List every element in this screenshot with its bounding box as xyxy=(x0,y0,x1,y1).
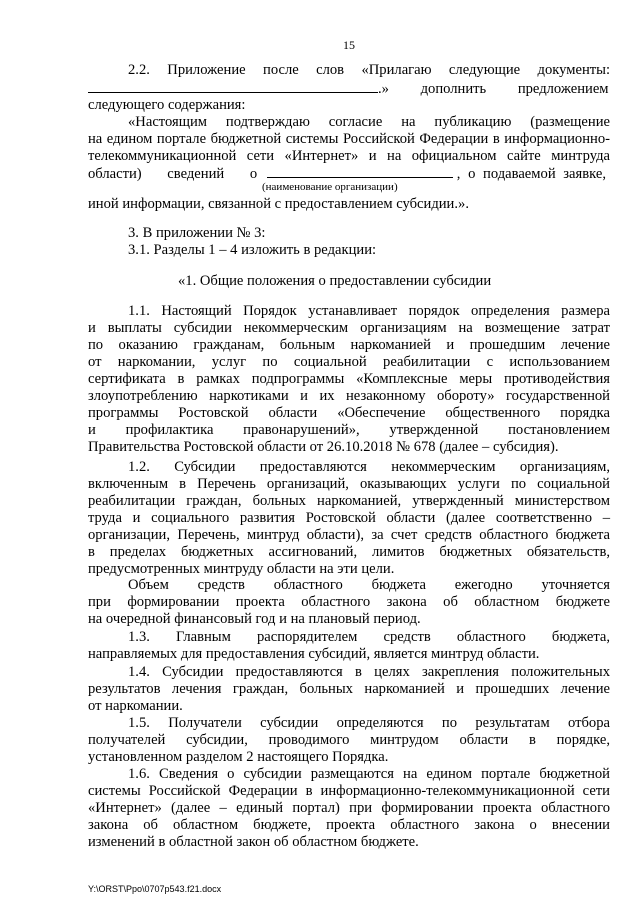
text-line: реабилитации граждан, больных наркоманией, утвержденный министерством xyxy=(88,493,610,509)
field-caption: (наименование организации) xyxy=(262,181,398,193)
text-line: 3.1. Разделы 1 – 4 изложить в редакции: xyxy=(128,242,377,258)
file-path-footer: Y:\ORST\Ppo\0707p543.f21.docx xyxy=(88,884,222,894)
paragraph-first-line: Объем средств областного бюджета ежегодно уточняется xyxy=(128,577,610,593)
blank-underline xyxy=(88,80,378,93)
blank-underline xyxy=(267,165,453,178)
text-line: от наркомании. xyxy=(88,698,183,714)
text-line: получателей субсидии, проводимого минтрудом области в порядке, xyxy=(88,732,610,748)
paragraph-first-line: 1.6. Сведения о субсидии размещаются на едином портале бюджетной xyxy=(128,766,610,782)
text-line: от наркомании, услуг по социальной реабилитации с использованием xyxy=(88,354,610,370)
text-line: системы Российской Федерации в информационно-телекоммуникационной сети xyxy=(88,783,610,799)
section-heading: 3. В приложении № 3: xyxy=(128,225,266,241)
page-number: 15 xyxy=(343,38,355,52)
text-line: направляемых для предоставления субсидий, является минтруд области. xyxy=(88,646,540,662)
text-fragment: .» дополнить предложением xyxy=(378,81,609,97)
text-line: 2.2. Приложение после слов «Прилагаю следующие документы: xyxy=(128,62,610,78)
text-line: на едином портале бюджетной системы Российской Федерации в информационно- xyxy=(88,131,610,147)
text-line: организации, Перечень, минтруд области), за счет средств областного бюджета xyxy=(88,527,610,543)
text-line: «Интернет» (далее – единый портал) при формировании проекта областного xyxy=(88,800,610,816)
text-line: изменений в областной закон об областном бюджете. xyxy=(88,834,419,850)
text-line: сертификата в рамках подпрограммы «Комплексные меры противодействия xyxy=(88,371,610,387)
paragraph-first-line: 1.1. Настоящий Порядок устанавливает порядок определения размера xyxy=(128,303,610,319)
text-line: злоупотреблению наркотиками и их незаконному обороту» государственной xyxy=(88,388,610,404)
section-title: «1. Общие положения о предоставлении субсидии xyxy=(178,273,492,289)
text-line: Правительства Ростовской области от 26.10.2018 № 678 (далее – субсидия). xyxy=(88,439,559,455)
paragraph-first-line: 1.5. Получатели субсидии определяются по результатам отбора xyxy=(128,715,610,731)
text-line: труда и социального развития Ростовской области (далее соответственно – xyxy=(88,510,610,526)
text-line: при формировании проекта областного закона об областном бюджете xyxy=(88,594,610,610)
text-line: телекоммуникационной сети «Интернет» и на официальном сайте минтруда xyxy=(88,148,610,164)
text-line: и профилактика правонарушений», утвержденной постановлением xyxy=(88,422,610,438)
text-line xyxy=(88,165,610,182)
text-line: в пределах бюджетных ассигнований, лимитов бюджетных обязательств, xyxy=(88,544,610,560)
text-line: по оказанию гражданам, больным наркоманией и прошедшим лечение xyxy=(88,337,610,353)
text-line: предусмотренных минтруду области на эти цели. xyxy=(88,561,395,577)
paragraph-first-line: 1.3. Главным распорядителем средств областного бюджета, xyxy=(128,629,610,645)
text-line: установленном разделом 2 настоящего Порядка. xyxy=(88,749,389,765)
paragraph-first-line: 1.2. Субсидии предоставляются некоммерческим организациям, xyxy=(128,459,610,475)
text-fragment: , о подаваемой заявке, xyxy=(456,166,606,182)
text-line: иной информации, связанной с предоставлением субсидии.». xyxy=(88,196,469,212)
text-line: программы Ростовской области «Обеспечение общественного порядка xyxy=(88,405,610,421)
text-line: и выплаты субсидии некоммерческим организациям на возмещение затрат xyxy=(88,320,610,336)
text-line: следующего содержания: xyxy=(88,97,246,113)
paragraph-first-line: 1.4. Субсидии предоставляются в целях закрепления положительных xyxy=(128,664,610,680)
text-line xyxy=(88,80,610,97)
text-line: результатов лечения граждан, больных наркоманией и прошедших лечение xyxy=(88,681,610,697)
text-fragment: области) сведений о xyxy=(88,166,258,182)
text-line: закона об областном бюджете, проекта областного закона о внесении xyxy=(88,817,610,833)
text-line: «Настоящим подтверждаю согласие на публикацию (размещение xyxy=(128,114,610,130)
text-line: включенным в Перечень организаций, оказывающих услуги по социальной xyxy=(88,476,610,492)
text-line: на очередной финансовый год и на плановый период. xyxy=(88,611,421,627)
